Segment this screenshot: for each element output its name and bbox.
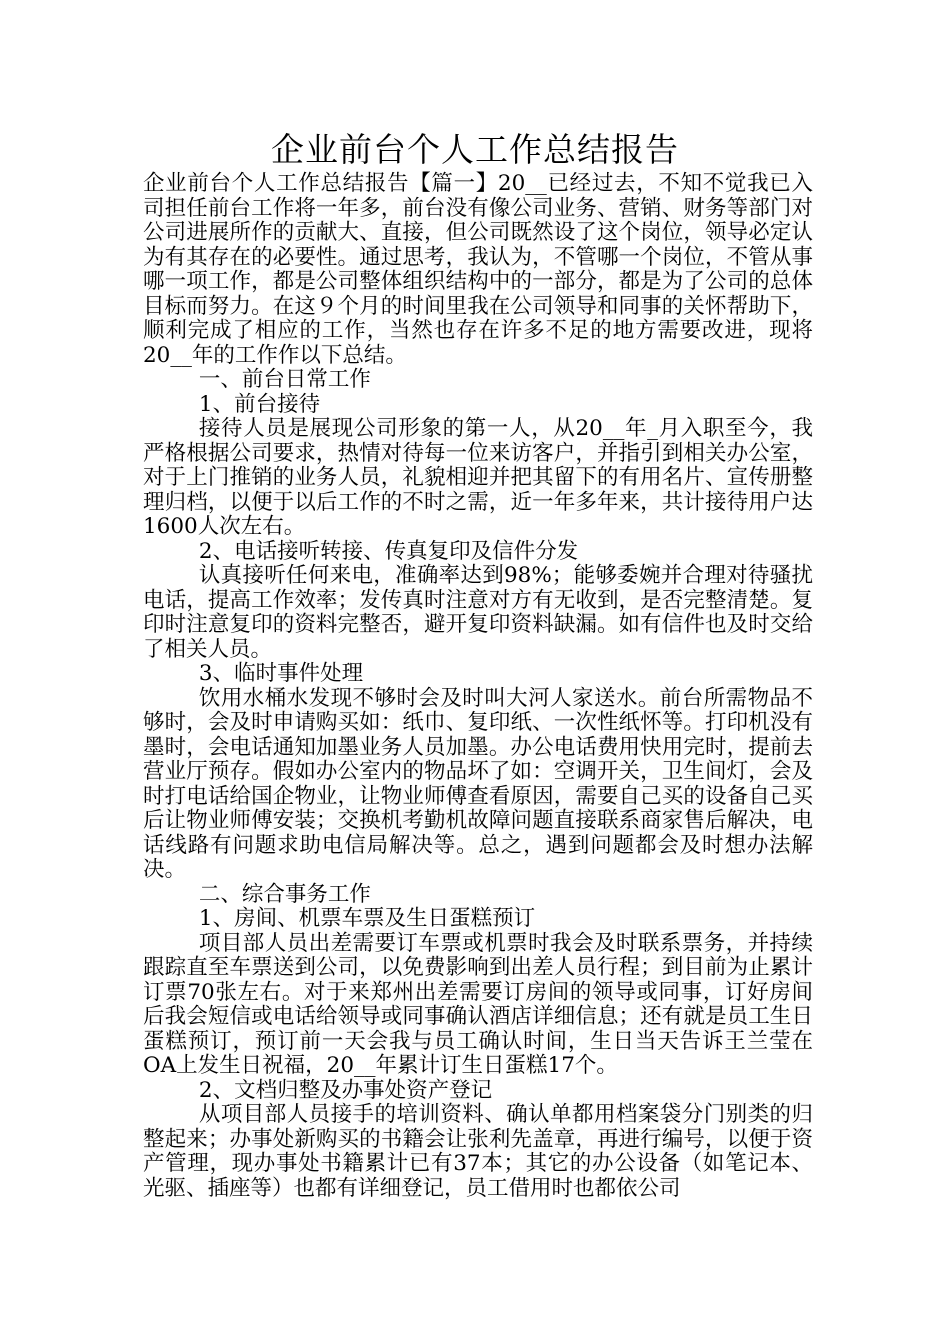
subsection-heading: 3、临时事件处理 [198, 661, 364, 686]
subsection-heading: 2、文档归整及办事处资产登记 [198, 1077, 493, 1103]
section-heading: 一、前台日常工作 [198, 367, 371, 392]
paragraph: 饮用水桶水发现不够时会及时叫大河人家送水。前台所需物品不够时，会及时申请购买如：纸巾、复印纸、一次性纸怀等。打印机没有墨时，会电话通知加墨业务人员加墨。办公电话费用快用完时，提前去营业厅预存。假如办公室内的物品坏了如：空调开关，卫生间灯，会及时打电话给国企物业，让物业师傅查看原因，需要自己买的设备自己买后让物业师傅安装；交换机考勤机故障问题直接联系商家售后解决，电话线路有问题求助电信局解决等。总之，遇到问题都会及时想办法解决。 [143, 685, 813, 882]
subsection-heading: 1、前台接待 [198, 391, 321, 417]
paragraph: 认真接听任何来电，准确率达到98%；能够委婉并合理对待骚扰电话，提高工作效率；发传真时注意对方有无收到，是否完整清楚。复印时注意复印的资料完整否，避开复印资料缺漏。如有信件也及时交给了相关人员。 [143, 563, 813, 662]
subsection-heading: 1、房间、机票车票及生日蛋糕预订 [198, 906, 536, 931]
paragraph: 从项目部人员接手的培训资料、确认单都用档案袋分门别类的归整起来；办事处新购买的书籍会让张利先盖章，再进行编号，以便于资产管理，现办事处书籍累计已有37本；其它的办公设备（如笔记本、光驱、插座等）也都有详细登记，员工借用时也都依公司 [143, 1102, 813, 1201]
paragraph: 项目部人员出差需要订车票或机票时我会及时联系票务，并持续跟踪直至车票送到公司，以免费影响到出差人员行程；到目前为止累计订票70张左右。对于来郑州出差需要订房间的领导或同事，订好房间后我会短信或电话给领导或同事确认酒店详细信息；还有就是员工生日蛋糕预订，预订前一天会我与员工确认时间，生日当天告诉王兰莹在OA上发生日祝福，20__年累计订生日蛋糕17个。 [143, 930, 813, 1078]
paragraph-intro: 企业前台个人工作总结报告【篇一】20__已经过去，不知不觉我已入司担任前台工作将一年多，前台没有像公司业务、营销、财务等部门对公司进展所作的贡献大、直接，但公司既然设了这个岗位，领导必定认为有其存在的必要性。通过思考，我认为，不管哪一个岗位，不管从事哪一项工作，都是公司整体组织结构中的一部分，都是为了公司的总体目标而努力。在这９个月的时间里我在公司领导和同事的关怀帮助下，顺利完成了相应的工作，当然也存在许多不足的地方需要改进，现将20__年的工作作以下总结。 [143, 171, 813, 368]
paragraph: 接待人员是展现公司形象的第一人，从20__年_月入职至今，我严格根据公司要求，热情对待每一位来访客户，并指引到相关办公室，对于上门推销的业务人员，礼貌相迎并把其留下的有用名片、宣传册整理归档，以便于以后工作的不时之需，近一年多年来，共计接待用户达1600人次左右。 [143, 416, 813, 539]
document-body [143, 172, 813, 1201]
document-title: 企业前台个人工作总结报告 [271, 130, 679, 169]
section-heading: 二、综合事务工作 [198, 881, 371, 907]
subsection-heading: 2、电话接听转接、传真复印及信件分发 [198, 538, 579, 564]
